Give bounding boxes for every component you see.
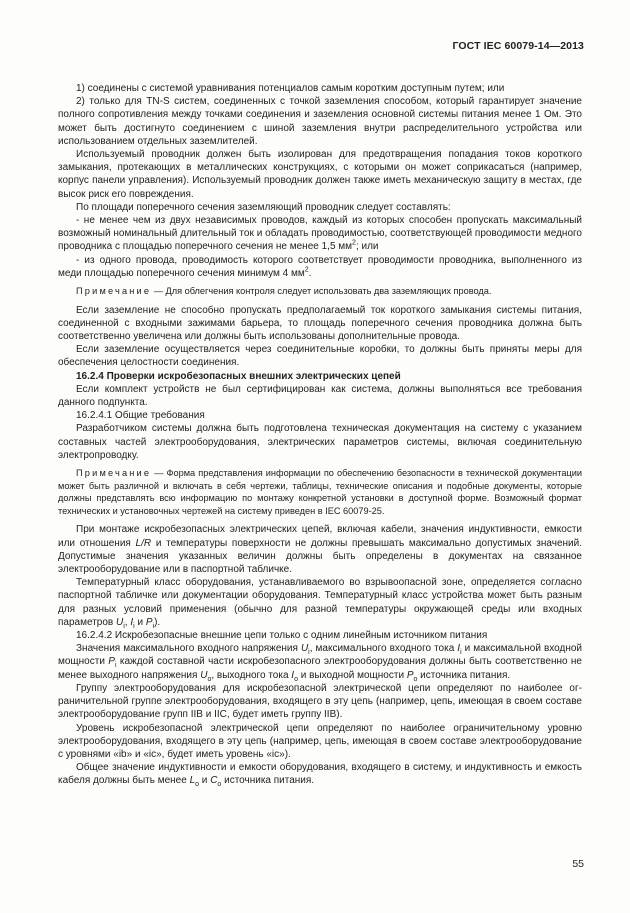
body-text [58, 82, 582, 788]
page-number: 55 [572, 858, 584, 870]
equipment-group-paragraph: Группу электрооборудования для искробезопасной электрической цепи определяют по наиболее ограничительной группе электрооборудования, входящего в эту цепь (например, цепь, имеющая в своем составе электрооборудование групп IIB и IIC, будет иметь группу IIB). [58, 682, 582, 721]
section-heading-16-2-4: 16.2.4 Проверки искробезопасных внешних электрических цепей [76, 370, 401, 382]
subsection-heading-16-2-4-2: 16.2.4.2 Искробезопасные внешние цепи только с одним линейным источником питания [76, 630, 488, 642]
note-2: Примечание — Форма представления информации по обеспечению безопасности в технической документации может быть различной и включать в себя чертежи, таблицы, технические описания и подобные документы, которые должны представлять всю информацию по монтажу конкретной установки в доступной форме. Возможный формат технических и установочных чертежей на систему приведен в IEC 60079-25. [58, 468, 582, 516]
item-2: 2) только для TN-S систем, соединенных с точкой заземления способом, который гарантирует значение полного сопротивления между точками соединения и заземления основной системы питания менее 1 Ом. Это может быть достигнуто соединением с шиной заземления внутри распределительного устройства или использованием отдельных заземлителей. [58, 96, 582, 147]
documentation-paragraph: Разработчиком системы должна быть подготовлена техническая документация на систему с указанием составных частей электрооборудования, электрических параметров системы, включая соединительную электропроводку. [58, 423, 582, 461]
conductor-insulation-paragraph: Используемый проводник должен быть изолирован для предотвращения попадания токов короткого замыкания, протекающих в металлических конструкциях, с которыми он может соприкасаться (например, корпус панели управления). Используемый проводник должен также иметь механическую защиту в местах, где высок риск его повреждения. [58, 149, 582, 200]
note-1: Примечание — Для облегчения контроля следует использовать два заземляющих провода. [76, 286, 492, 297]
cross-section-intro: По площади поперечного сечения заземляющий проводник следует составлять: [76, 201, 451, 213]
protection-level-paragraph: Уровень искробезопасной электрической цепи определяют по наиболее ограничительному уровню электрооборудования, входящего в эту цепь (например, цепь, имеющая в своем составе электрооборудование с уровнями «ib» и «ic», будет иметь уровень «ic»). [58, 722, 582, 760]
subsection-heading-16-2-4-1: 16.2.4.1 Общие требования [76, 410, 205, 422]
standard-header: ГОСТ IEC 60079-14—2013 [452, 40, 584, 52]
junction-box-paragraph: Если заземление осуществляется через соединительные коробки, то должны быть приняты меры для обеспечения целостности соединения. [58, 344, 582, 369]
short-circuit-paragraph: Если заземление не способно пропускать предполагаемый ток короткого замыкания системы питания, соединенной с входными зажимами барьера, то площадь поперечного сечения проводника должна быть соответственно увеличена или должны быть использованы дополнительные провода. [58, 304, 582, 343]
item-1: 1) соединены с системой уравнивания потенциалов самым коротким доступным путем; или [76, 83, 505, 94]
inductance-capacitance-paragraph: Общее значение индуктивности и емкости оборудования, входящего в систему, и индуктивность и емкость кабеля должны быть менее $L_o$ и $C_o$ источника питания. [58, 762, 582, 789]
installation-paragraph: При монтаже искробезопасных электрических цепей, включая кабели, значения индуктивности, емкости или отношения L/R и температуры поверхности не должны превышать максимально допустимых значений. Допустимые значения указанных величин должны быть определены в документах на связанное электрооборудование или в паспортной табличке. [58, 524, 582, 576]
one-conductor-item: - из одного провода, проводимость которого соответствует проводимости проводника, выполненного из меди площадью поперечного сечения минимум 4 $мм^2$. [58, 254, 582, 279]
input-values-paragraph: Значения максимального входного напряжения $U_i$, максимального входного тока $I_i$ и максимальной входной мощности $P_i$ каждой составной части искробезопасного электрооборудования должны быть соответственно не менее выходного напряжения $U_o$, выходного тока $I_o$ и выходной мощности $P_o$ источника питания. [58, 643, 582, 683]
two-conductors-item: - не менее чем из двух независимых проводов, каждый из которых способен пропускать максимальный возможный номинальный длительный ток и обладать проводимостью, соответствующей проводимости медного проводника с площадью поперечного сечения не менее 1,5 $мм^2$; или [58, 215, 582, 253]
temperature-class-paragraph: Температурный класс оборудования, устанавливаемого во взрывоопасной зоне, определяется согласно паспортной табличке или документации оборудования. Температурный класс устройства может быть разным для разных условий применения (обычно для разной температуры окружающей среды или входных параметров $U_i$, $I_i$ и $P_i$). [58, 577, 582, 630]
certification-paragraph: Если комплект устройств не был сертифицирован как система, должны выполняться все требования данного подпункта. [58, 383, 582, 409]
